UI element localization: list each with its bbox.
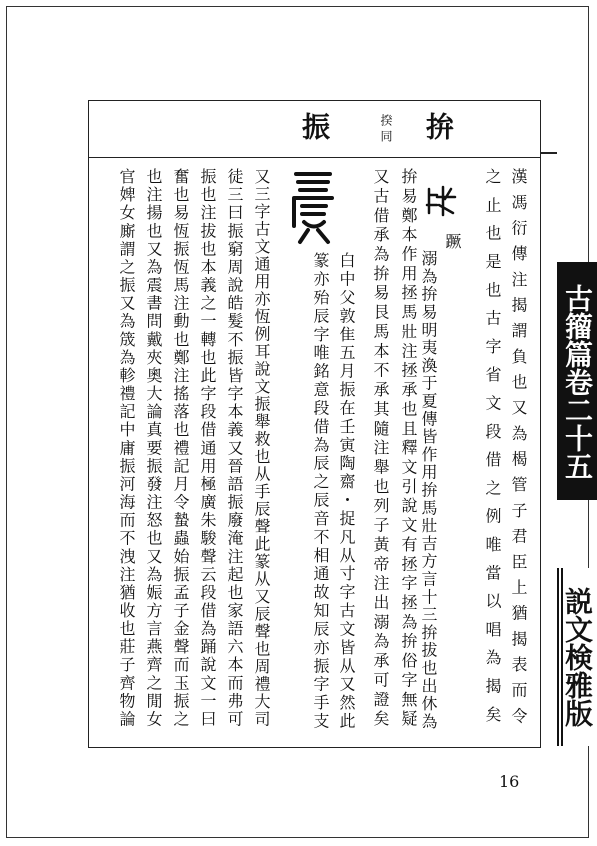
text-column-8: 白中父敦隹五月振在壬寅陶齋・捉凡从寸字古文皆从又然此 (337, 252, 356, 731)
text-column-6: 蹶 (443, 233, 462, 744)
text-column-7: 溺為拚易明夷渙于夏傳皆作用拚馬壯吉方言十三拚拔也出休為 (419, 250, 438, 731)
margin-tick (541, 152, 557, 154)
text-column-2: 之止也是也古字省文段借之例唯當以唱為揭矣 (483, 168, 502, 734)
text-column-11: 徒三曰振窮周說皓髮不振皆字本義又晉語振廢淹注起也家語六本而弗可 (225, 168, 244, 729)
entry-char-zhen: 振 (298, 112, 331, 140)
text-column-14: 也注揚也又為震書問戴夾奧大論真要振發注怒也又為娠方言燕齊之閒女 (144, 168, 163, 729)
seal-script-glyph-zhen (290, 168, 336, 246)
page-number: 16 (499, 772, 520, 791)
text-column-9: 篆亦殆辰字唯銘意段借為辰之辰音不相通故知辰亦振字手支 (311, 252, 330, 731)
text-column-4: 拚易鄭本作用拯馬壯注拯承也且釋文引說文有拯字拯為拚俗字無疑 (399, 168, 418, 730)
text-column-5: 又古借承為拚易艮馬本不承其隨注舉也列子黃帝注出溺為承可證矣 (371, 168, 390, 730)
text-column-13: 奮也易恆振恆馬注動也鄭注搖落也禮記月令蟄蟲始振孟子金聲而玉振之 (171, 168, 190, 729)
text-column-15: 官婢女廝謂之振又為筬為軫禮記中庸振河海而不洩注猶收也莊子齊物論 (117, 168, 136, 729)
entry-char-bian: 拚 (422, 112, 455, 140)
header-note-top: 揆 (379, 114, 393, 126)
header-note-bottom: 同 (379, 130, 393, 142)
text-column-1: 漢馮衍傳注揭謂負也又為楬管子君臣上猶揭表而令 (509, 168, 528, 733)
seal-script-glyph-bian (425, 183, 457, 219)
side-tab-title: 説文検雅版 (557, 568, 597, 746)
text-column-10: 又三字古文通用亦恆例耳說文振舉救也从手辰聲此篆从又辰聲也周禮大司 (252, 168, 271, 728)
text-column-12: 振也注拔也本義之一轉也此字段借通用極廣朱駿聲云段借為踊說文一曰 (198, 168, 217, 729)
side-tab-volume: 古籀篇卷二十五 (557, 262, 597, 500)
